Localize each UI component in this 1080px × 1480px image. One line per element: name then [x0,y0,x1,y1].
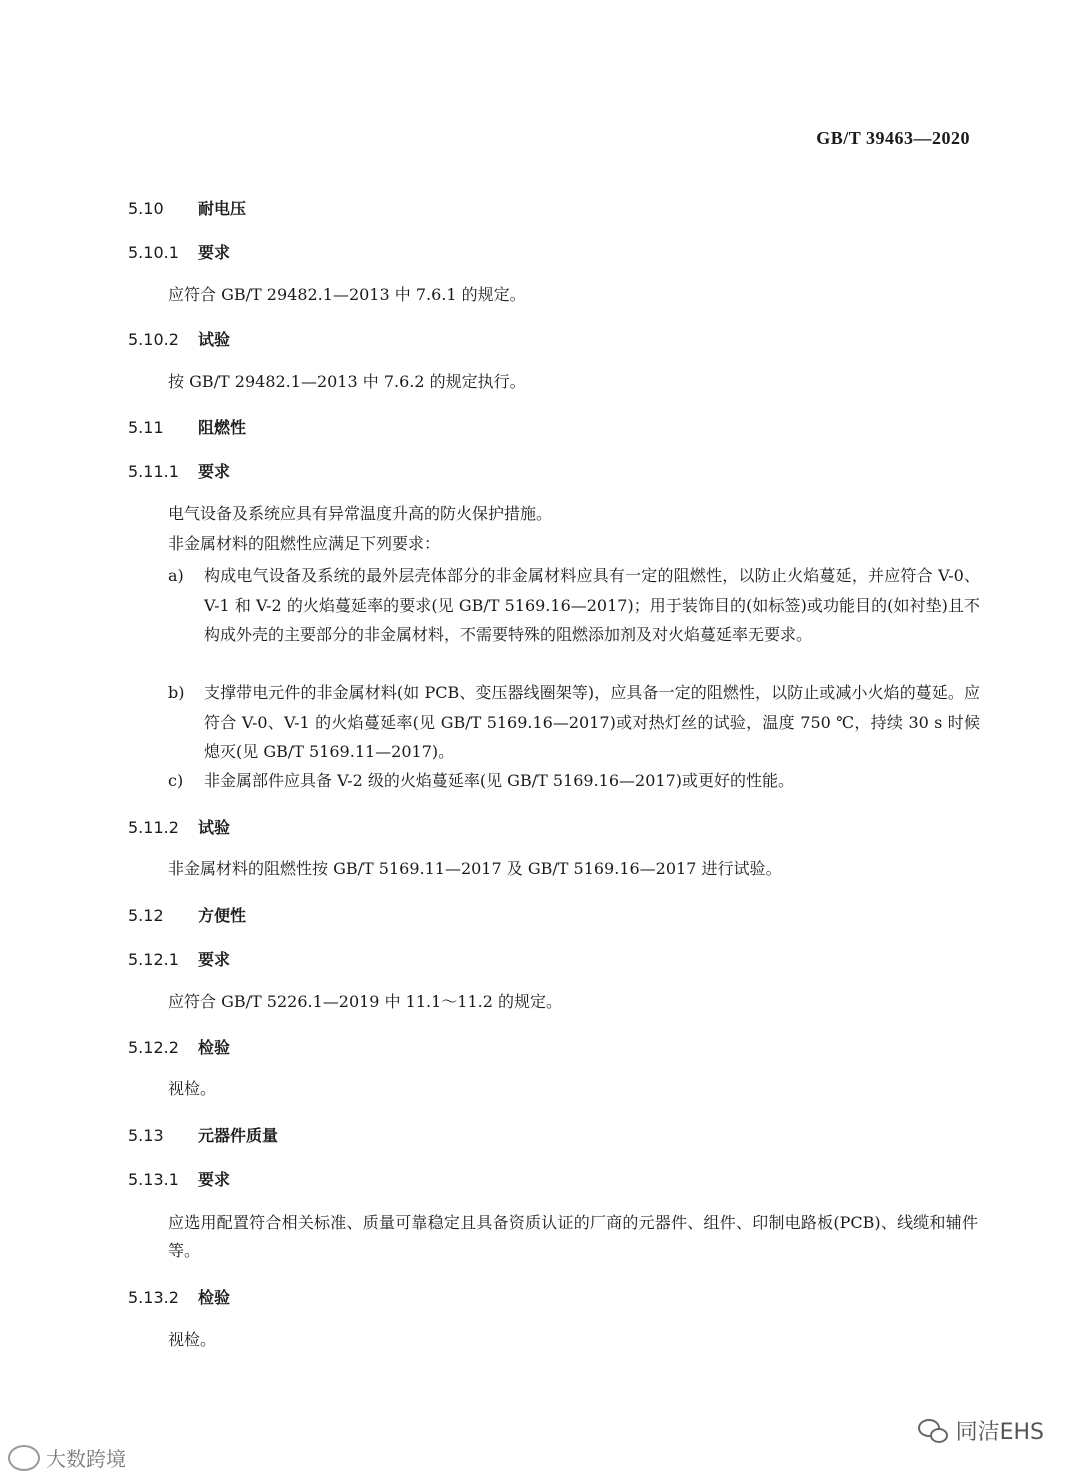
heading-5-13-1: 5.13.1 要求 [128,1170,231,1189]
paragraph-5-13-2: 视检。 [168,1330,217,1349]
standard-number: GB/T 39463—2020 [816,128,970,148]
watermark-left: 大数跨境 [8,1443,126,1472]
heading-5-13: 5.13 元器件质量 [128,1126,279,1145]
paragraph-5-12-1: 应符合 GB/T 5226.1—2019 中 11.1～11.2 的规定。 [168,992,562,1011]
list-item-c: c) 非金属部件应具备 V-2 级的火焰蔓延率(见 GB/T 5169.16—2017)或更好的性能。 [168,771,794,790]
watermark-right: 同洁EHS [918,1415,1044,1446]
heading-5-11: 5.11 阻燃性 [128,418,247,437]
heading-5-10: 5.10 耐电压 [128,199,247,218]
list-item-a: a) 构成电气设备及系统的最外层壳体部分的非金属材料应具有一定的阻燃性，以防止火焰蔓延，并应符合 V-0、V-1 和 V-2 的火焰蔓延率的要求(见 GB/T 5169.16—2017)；用于装饰目的(如标签)或功能目的(如衬垫)且不构成外壳的主要部分的非金属材料，不需要特殊的阻燃添加剂及对火焰蔓延率无要求。 [168,566,980,644]
watermark-logo-icon [8,1445,40,1471]
heading-5-12: 5.12 方便性 [128,906,247,925]
heading-5-12-2: 5.12.2 检验 [128,1038,231,1057]
wechat-icon [918,1419,948,1443]
heading-5-10-1: 5.10.1 要求 [128,243,231,262]
paragraph-5-12-2: 视检。 [168,1079,217,1098]
heading-5-10-2: 5.10.2 试验 [128,330,231,349]
heading-5-11-1: 5.11.1 要求 [128,462,231,481]
heading-5-13-2: 5.13.2 检验 [128,1288,231,1307]
paragraph-5-11-1-b: 非金属材料的阻燃性应满足下列要求： [168,534,441,553]
heading-5-12-1: 5.12.1 要求 [128,950,231,969]
paragraph-5-11-2: 非金属材料的阻燃性按 GB/T 5169.11—2017 及 GB/T 5169.16—2017 进行试验。 [168,859,782,878]
paragraph-5-10-2: 按 GB/T 29482.1—2013 中 7.6.2 的规定执行。 [168,372,526,391]
paragraph-5-13-1: 应选用配置符合相关标准、质量可靠稳定且具备资质认证的厂商的元器件、组件、印制电路板(PCB)、线缆和辅件等。 [168,1213,978,1260]
paragraph-5-10-1: 应符合 GB/T 29482.1—2013 中 7.6.1 的规定。 [168,285,526,304]
list-item-b: b) 支撑带电元件的非金属材料(如 PCB、变压器线圈架等)，应具备一定的阻燃性，以防止或减小火焰的蔓延。应符合 V-0、V-1 的火焰蔓延率(见 GB/T 5169.16—2017)或对热灯丝的试验，温度 750 ℃，持续 30 s 时候熄灭(见 GB/T 5169.11—2017)。 [168,683,980,761]
paragraph-5-11-1-a: 电气设备及系统应具有异常温度升高的防火保护措施。 [168,504,553,523]
heading-5-11-2: 5.11.2 试验 [128,818,231,837]
